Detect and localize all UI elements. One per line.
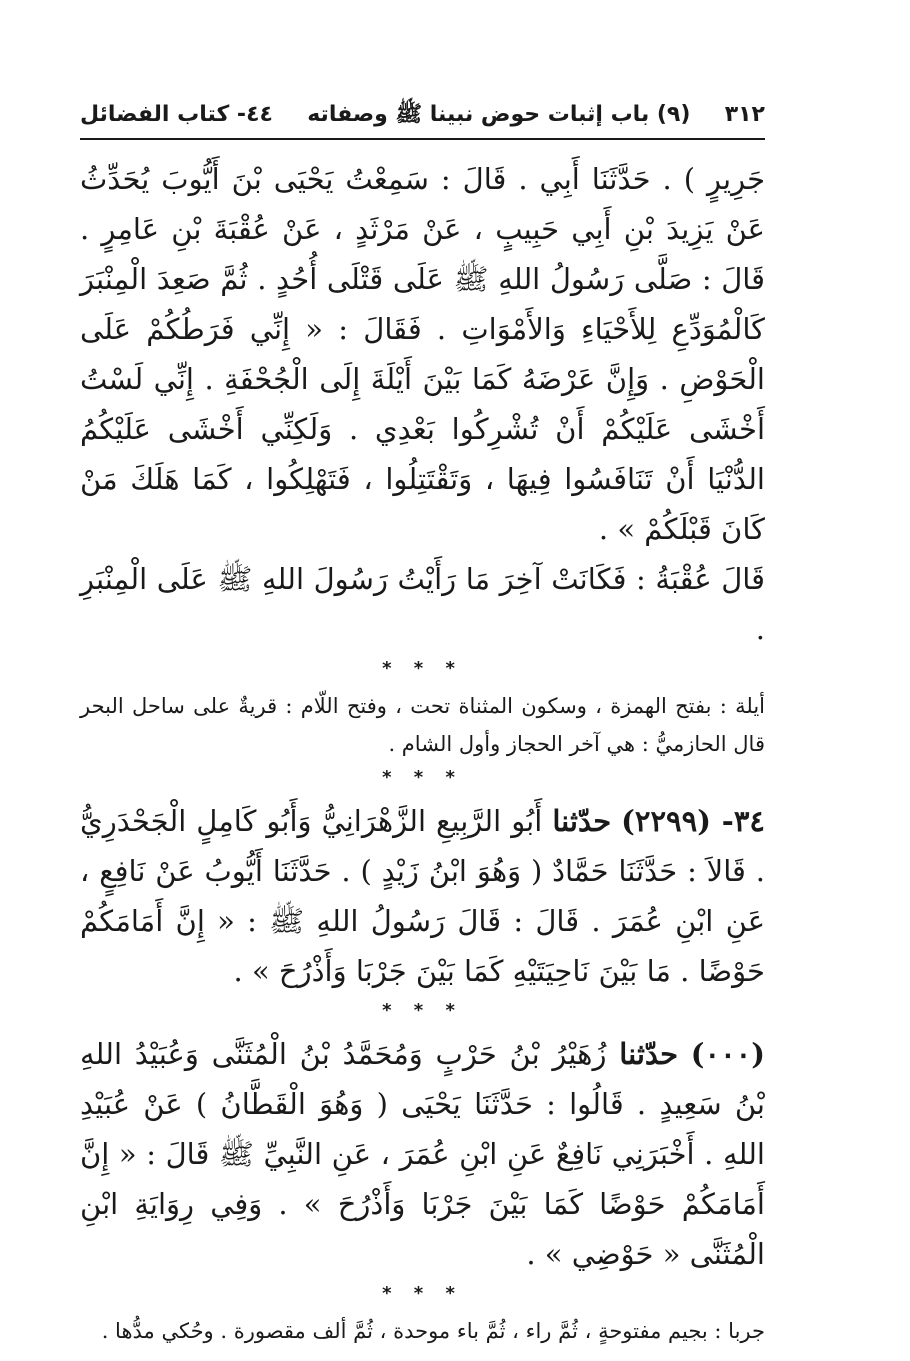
- narration-opener: حدّثنا: [619, 1037, 679, 1071]
- hadith-body: أَبُو الرَّبِيعِ الزَّهْرَانِيُّ وَأَبُو كَامِلٍ الْجَحْدَرِيُّ . قَالاَ : حَدَّثَنَا حَمَّادٌ ( وَهُوَ ابْنُ زَيْدٍ ) . حَدَّثَنَا أَيُّوبُ عَنْ نَافِعٍ ، عَنِ ابْنِ عُمَرَ . قَالَ : قَالَ رَسُولُ اللهِ ﷺ : « إِنَّ أَمَامَكُمْ حَوْضًا . مَا بَيْنَ نَاحِيَتَيْهِ كَمَا بَيْنَ جَرْبَا وَأَذْرُحَ » .: [80, 804, 765, 988]
- footnote-ayla: أيلة : بفتح الهمزة ، وسكون المثناة تحت ، وفتح اللّام : قريةٌ على ساحل البحر قال الحازميُّ : هي آخر الحجاز وأول الشام .: [80, 694, 765, 756]
- section-title: (٩) باب إثبات حوض نبينا ﷺ وصفاته: [307, 102, 691, 127]
- separator-asterisks: * * *: [382, 658, 463, 679]
- hadith-000: [80, 1029, 765, 1279]
- chapter-title: ٤٤- كتاب الفضائل: [80, 102, 273, 127]
- hadith-number: (٠٠٠): [690, 1037, 765, 1071]
- hadith-body: زُهَيْرُ بْنُ حَرْبٍ وَمُحَمَّدُ بْنُ الْمُثَنَّى وَعُبَيْدُ اللهِ بْنُ سَعِيدٍ . قَالُوا : حَدَّثَنَا يَحْيَى ( وَهُوَ الْقَطَّانُ ) عَنْ عُبَيْدِ اللهِ . أَخْبَرَنِي نَافِعٌ عَنِ ابْنِ عُمَرَ ، عَنِ النَّبِيِّ ﷺ قَالَ : « إِنَّ أَمَامَكُمْ حَوْضًا كَمَا بَيْنَ جَرْبَا وَأَذْرُحَ » . وَفِي رِوَايَةِ ابْنِ الْمُثَنَّى « حَوْضِي » .: [80, 1037, 765, 1271]
- separator-asterisks: * * *: [382, 767, 463, 788]
- page-number: ٣١٢: [724, 102, 765, 127]
- hadith-2299: [80, 796, 765, 996]
- running-head: [80, 100, 765, 140]
- footnote-jarba: جربا : بجيم مفتوحةٍ ، ثُمَّ راء ، ثُمَّ باء موحدة ، ثُمَّ ألف مقصورة . وحُكي مدُّها .: [101, 1319, 765, 1343]
- narration-opener: حدّثنا: [552, 804, 612, 838]
- book-page: [80, 100, 765, 1350]
- hadith-text-continued: جَرِيرٍ ) . حَدَّثَنَا أَبِي . قَالَ : سَمِعْتُ يَحْيَى بْنَ أَيُّوبَ يُحَدِّثُ عَنْ يَزِيدَ بْنِ أَبِي حَبِيبٍ ، عَنْ مَرْثَدٍ ، عَنْ عُقْبَةَ بْنِ عَامِرٍ . قَالَ : صَلَّى رَسُولُ اللهِ ﷺ عَلَى قَتْلَى أُحُدٍ . ثُمَّ صَعِدَ الْمِنْبَرَ كَالْمُوَدِّعِ لِلأَحْيَاءِ وَالأَمْوَاتِ . فَقَالَ : « إِنِّي فَرَطُكُمْ عَلَى الْحَوْضِ . وَإِنَّ عَرْضَهُ كَمَا بَيْنَ أَيْلَةَ إِلَى الْجُحْفَةِ . إِنِّي لَسْتُ أَخْشَى عَلَيْكُمْ أَنْ تُشْرِكُوا بَعْدِي . وَلَكِنِّي أَخْشَى عَلَيْكُمُ الدُّنْيَا أَنْ تَنَافَسُوا فِيهَا ، وَتَقْتَتِلُوا ، فَتَهْلِكُوا ، كَمَا هَلَكَ مَنْ كَانَ قَبْلَكُمْ » .: [80, 162, 765, 546]
- hadith-closing-line: قَالَ عُقْبَةُ : فَكَانَتْ آخِرَ مَا رَأَيْتُ رَسُولَ اللهِ ﷺ عَلَى الْمِنْبَرِ .: [80, 562, 765, 646]
- hadith-number: ٣٤- (٢٢٩٩): [621, 804, 766, 838]
- separator-asterisks: * * *: [382, 1000, 463, 1021]
- separator-asterisks: * * *: [382, 1283, 463, 1304]
